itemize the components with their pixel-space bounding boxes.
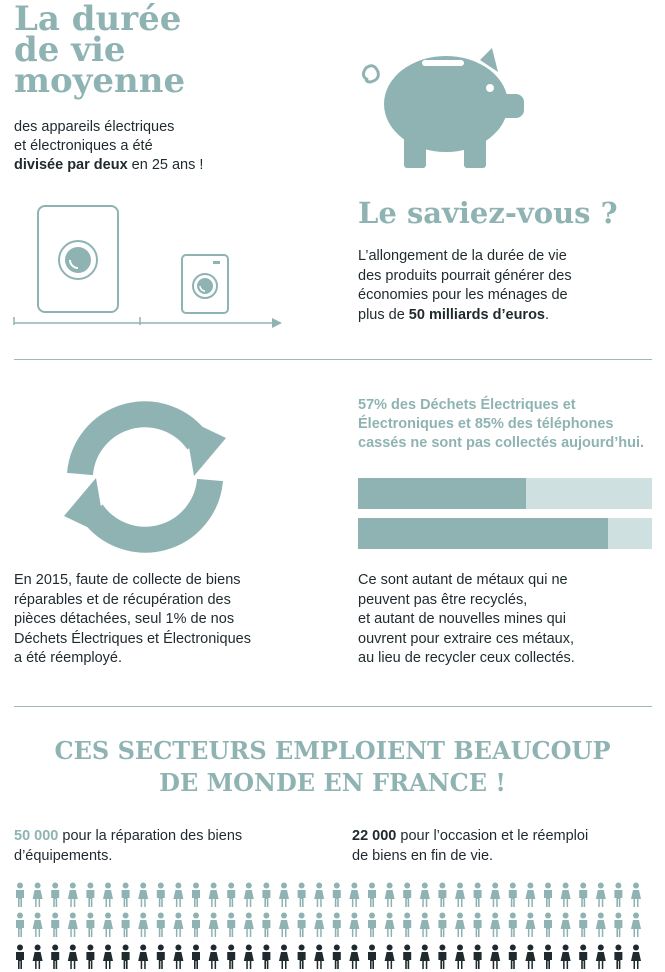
person-icon <box>333 945 341 970</box>
person-icon <box>244 945 254 970</box>
person-icon <box>579 883 587 908</box>
intro-highlight: divisée par deux <box>14 157 128 173</box>
person-icon <box>33 883 43 908</box>
reuse-jobs-number: 22 000 <box>352 828 397 844</box>
person-icon <box>138 883 148 908</box>
reuse-jobs-line: de biens en fin de vie. <box>352 848 494 864</box>
person-icon <box>262 913 270 938</box>
person-icon <box>333 913 341 938</box>
person-icon <box>86 913 94 938</box>
person-icon <box>209 945 219 970</box>
person-icon <box>298 883 306 908</box>
person-icon <box>596 945 606 970</box>
reuse-line: Déchets Électriques et Électroniques <box>14 630 251 647</box>
person-icon <box>525 883 535 908</box>
metals-line: ouvrent pour extraire ces métaux, <box>358 630 574 647</box>
did-you-know-title: Le saviez-vous ? <box>358 196 618 230</box>
person-icon <box>227 945 235 970</box>
person-icon <box>333 883 341 908</box>
person-icon <box>474 883 482 908</box>
savings-prefix: plus de <box>358 306 409 323</box>
person-icon <box>349 883 359 908</box>
small-washing-machine-icon <box>182 255 228 313</box>
headline-line: DE MONDE EN FRANCE ! <box>159 768 506 797</box>
progress-bar-fill <box>358 518 608 549</box>
savings-amount: 50 milliards d’euros <box>408 306 545 323</box>
person-icon <box>173 945 183 970</box>
person-icon <box>403 913 411 938</box>
section-divider <box>14 706 652 707</box>
person-icon <box>298 913 306 938</box>
repair-line-text: pour la réparation des biens <box>58 828 243 844</box>
person-icon <box>561 945 571 970</box>
title-line: La durée <box>14 0 182 39</box>
large-washing-machine-icon <box>38 206 118 312</box>
recycle-arrows-icon <box>50 392 240 562</box>
person-icon <box>227 883 235 908</box>
reuse-2015-text <box>14 571 294 669</box>
reuse-jobs-line <box>352 826 652 846</box>
person-icon <box>368 883 376 908</box>
person-icon <box>385 883 395 908</box>
person-icon <box>474 913 482 938</box>
person-icon <box>192 883 200 908</box>
person-icon <box>314 883 324 908</box>
people-row-dark <box>14 944 654 970</box>
person-icon <box>438 945 446 970</box>
metals-text <box>358 571 658 669</box>
person-icon <box>51 945 59 970</box>
reuse-line: En 2015, faute de collecte de biens <box>14 572 241 588</box>
person-icon <box>192 945 200 970</box>
person-icon <box>16 913 24 938</box>
person-icon <box>490 945 500 970</box>
person-icon <box>509 945 517 970</box>
person-icon <box>509 913 517 938</box>
person-icon <box>157 913 165 938</box>
reuse-line: pièces détachées, seul 1% de nos <box>14 611 235 627</box>
person-icon <box>86 945 94 970</box>
headline-line: CES SECTEURS EMPLOIENT BEAUCOUP <box>54 736 611 765</box>
person-icon <box>614 883 622 908</box>
person-icon <box>16 883 24 908</box>
person-icon <box>279 883 289 908</box>
intro-line: des appareils électriques <box>14 119 175 135</box>
savings-line: L’allongement de la durée de vie <box>358 248 567 264</box>
person-icon <box>420 883 430 908</box>
person-icon <box>192 913 200 938</box>
metals-line: Ce sont autant de métaux qui ne <box>358 572 568 588</box>
title-line: de vie <box>14 30 126 70</box>
person-icon <box>349 945 359 970</box>
person-icon <box>455 883 465 908</box>
person-icon <box>631 945 641 970</box>
person-icon <box>33 913 43 938</box>
person-icon <box>244 883 254 908</box>
piggy-bank-icon <box>360 42 540 172</box>
person-icon <box>544 945 552 970</box>
person-icon <box>279 945 289 970</box>
reuse-line: a été réemployé. <box>14 650 123 666</box>
person-icon <box>122 945 130 970</box>
stat-line: cassés ne sont pas collectés aujourd’hui. <box>358 435 645 451</box>
person-icon <box>314 945 324 970</box>
person-icon <box>490 883 500 908</box>
metals-line: au lieu de recycler ceux collectés. <box>358 650 575 666</box>
person-icon <box>138 945 148 970</box>
people-row-teal-1 <box>14 882 654 908</box>
person-icon <box>298 945 306 970</box>
person-icon <box>561 913 571 938</box>
progress-bar-phones <box>358 518 652 549</box>
person-icon <box>544 883 552 908</box>
person-icon <box>455 913 465 938</box>
person-icon <box>51 913 59 938</box>
person-icon <box>86 883 94 908</box>
person-icon <box>579 945 587 970</box>
progress-bar-deee <box>358 478 652 509</box>
person-icon <box>525 913 535 938</box>
person-icon <box>122 883 130 908</box>
person-icon <box>349 913 359 938</box>
title-line: moyenne <box>14 61 186 101</box>
savings-text <box>358 247 658 325</box>
person-icon <box>33 945 43 970</box>
person-icon <box>227 913 235 938</box>
person-icon <box>368 945 376 970</box>
person-icon <box>385 913 395 938</box>
person-icon <box>368 913 376 938</box>
person-icon <box>173 913 183 938</box>
savings-line: économies pour les ménages de <box>358 287 568 303</box>
repair-jobs-text <box>14 826 314 866</box>
person-icon <box>16 945 24 970</box>
progress-bar-fill <box>358 478 526 509</box>
person-icon <box>138 913 148 938</box>
person-icon <box>420 913 430 938</box>
person-icon <box>68 913 78 938</box>
person-icon <box>596 883 606 908</box>
person-icon <box>51 883 59 908</box>
person-icon <box>490 913 500 938</box>
person-icon <box>385 945 395 970</box>
person-icon <box>438 883 446 908</box>
person-icon <box>403 883 411 908</box>
person-icon <box>262 883 270 908</box>
person-icon <box>631 883 641 908</box>
person-icon <box>103 883 113 908</box>
person-icon <box>314 913 324 938</box>
savings-line: des produits pourrait générer des <box>358 267 572 284</box>
employment-headline <box>0 735 665 799</box>
repair-jobs-number: 50 000 <box>14 828 59 844</box>
reuse-jobs-text <box>352 826 652 866</box>
savings-line <box>358 306 658 326</box>
metals-line: et autant de nouvelles mines qui <box>358 611 566 627</box>
intro-line: et électroniques a été <box>14 138 153 154</box>
person-icon <box>544 913 552 938</box>
person-icon <box>509 883 517 908</box>
metals-line: peuvent pas être recyclés, <box>358 591 528 608</box>
intro-text <box>14 118 264 175</box>
person-icon <box>68 883 78 908</box>
person-icon <box>209 883 219 908</box>
waste-statistic <box>358 396 658 453</box>
person-icon <box>420 945 430 970</box>
person-icon <box>209 913 219 938</box>
section-divider <box>14 359 652 360</box>
person-icon <box>157 945 165 970</box>
repair-line: d’équipements. <box>14 848 113 864</box>
person-icon <box>244 913 254 938</box>
page-title <box>14 0 244 101</box>
repair-line <box>14 826 314 846</box>
person-icon <box>596 913 606 938</box>
person-icon <box>157 883 165 908</box>
timeline-arrow-icon <box>14 317 282 328</box>
person-icon <box>614 913 622 938</box>
people-row-teal-2 <box>14 912 654 938</box>
stat-line: Électroniques et 85% des téléphones <box>358 416 614 432</box>
reuse-line: réparables et de récupération des <box>14 591 231 608</box>
person-icon <box>262 945 270 970</box>
person-icon <box>173 883 183 908</box>
person-icon <box>525 945 535 970</box>
person-icon <box>403 945 411 970</box>
person-icon <box>438 913 446 938</box>
reuse-jobs-line-text: pour l’occasion et le réemploi <box>396 828 589 844</box>
person-icon <box>279 913 289 938</box>
stat-line: 57% des Déchets Électriques et <box>358 397 576 413</box>
washing-machines-illustration <box>10 198 290 338</box>
person-icon <box>103 913 113 938</box>
person-icon <box>103 945 113 970</box>
person-icon <box>455 945 465 970</box>
savings-suffix: . <box>545 306 550 323</box>
person-icon <box>68 945 78 970</box>
intro-line-end: en 25 ans ! <box>127 157 204 173</box>
person-icon <box>474 945 482 970</box>
intro-line <box>14 156 264 175</box>
person-icon <box>561 883 571 908</box>
person-icon <box>614 945 622 970</box>
person-icon <box>579 913 587 938</box>
person-icon <box>122 913 130 938</box>
person-icon <box>631 913 641 938</box>
